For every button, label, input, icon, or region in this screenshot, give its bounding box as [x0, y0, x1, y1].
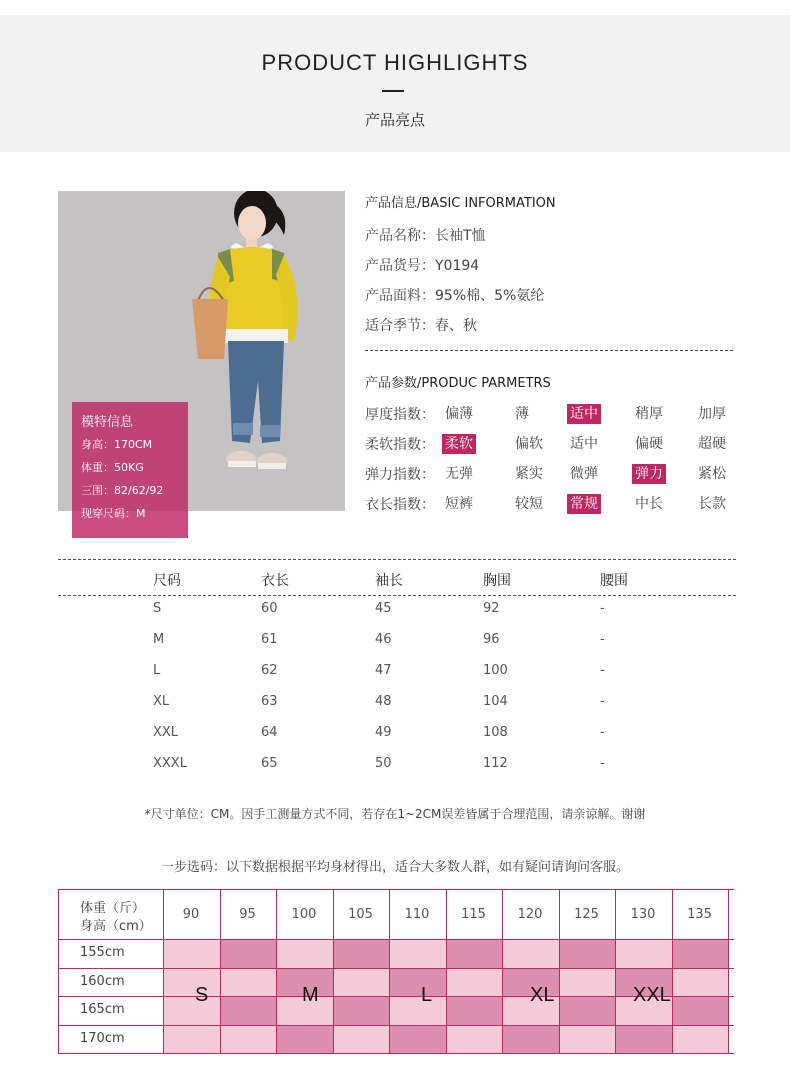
title-divider [382, 90, 404, 92]
param-option-selected: 柔软 [442, 434, 476, 454]
grid-cell [446, 968, 503, 997]
grid-height: 155cm [80, 945, 125, 960]
table-cell: - [600, 663, 605, 678]
grid-weight: 100 [291, 907, 317, 922]
table-cell: M [153, 632, 165, 647]
col-header-chest: 胸围 [483, 573, 511, 589]
param-option: 超硬 [698, 436, 726, 452]
param-row [365, 459, 745, 489]
table-cell: 100 [483, 663, 508, 678]
grid-vline [446, 889, 447, 1053]
grid-hline [58, 968, 734, 969]
grid-weight: 130 [630, 907, 656, 922]
grid-vline [58, 889, 59, 1053]
table-cell: 49 [375, 725, 392, 740]
product-fabric: 产品面料：95%棉、5%氨纶 [365, 288, 545, 304]
col-header-sleeve: 袖长 [375, 573, 403, 589]
grid-cell [559, 996, 616, 1025]
info-divider [365, 350, 733, 351]
table-cell: 63 [261, 694, 278, 709]
grid-vline [502, 889, 503, 1053]
param-option: 较短 [515, 496, 543, 512]
param-option: 中长 [635, 496, 663, 512]
table-cell: XL [153, 694, 170, 709]
grid-weight: 135 [687, 907, 712, 922]
grid-cell [389, 968, 446, 997]
col-header-length: 衣长 [261, 573, 289, 589]
section-header [0, 15, 790, 152]
grid-cell [446, 939, 503, 968]
table-cell: 50 [375, 756, 392, 771]
table-cell: - [600, 756, 605, 771]
size-guide-note: 一步选码：以下数据根据平均身材得出，适合大多数人群，如有疑问请询问客服。 [160, 860, 629, 875]
grid-weight: 115 [461, 907, 486, 922]
grid-height: 170cm [80, 1030, 125, 1046]
param-option-selected: 常规 [567, 494, 601, 514]
grid-weight: 90 [182, 907, 200, 922]
table-cell: - [600, 632, 605, 647]
model-info-card [72, 402, 188, 538]
param-option-selected: 弹力 [632, 464, 666, 484]
grid-cell [333, 939, 390, 968]
product-season: 适合季节：春、秋 [365, 318, 477, 334]
grid-weight: 105 [348, 907, 373, 922]
grid-hline [58, 889, 734, 890]
grid-cell [389, 1025, 446, 1054]
table-cell: 112 [483, 756, 508, 771]
grid-header-height: 身高（cm） [80, 919, 152, 934]
grid-vline [559, 889, 560, 1053]
basic-info-title: 产品信息/BASIC INFORMATION [365, 196, 556, 211]
product-params [365, 372, 745, 519]
grid-cell [163, 968, 220, 997]
grid-hline [58, 1053, 734, 1054]
grid-vline [615, 889, 616, 1053]
grid-height: 165cm [80, 1002, 125, 1017]
grid-vline [728, 889, 729, 1053]
param-label: 弹力指数： [365, 467, 435, 483]
grid-vline [276, 889, 277, 1053]
grid-vline [163, 889, 164, 1053]
grid-size-label: XXL [633, 984, 671, 1006]
table-cell: 62 [261, 663, 278, 678]
param-option: 无弹 [445, 466, 473, 482]
grid-cell [672, 939, 729, 968]
model-weight: 体重：50KG [81, 461, 144, 474]
grid-hline [58, 1025, 734, 1026]
param-option: 紧实 [515, 466, 543, 482]
grid-size-label: M [302, 984, 319, 1006]
table-cell: 92 [483, 601, 500, 616]
table-cell: - [600, 601, 605, 616]
grid-cell [333, 1025, 390, 1054]
param-option: 偏薄 [445, 406, 473, 422]
model-measurements: 三围：82/62/92 [81, 484, 164, 497]
grid-cell [276, 939, 333, 968]
param-row [365, 399, 745, 429]
grid-height: 160cm [80, 973, 125, 989]
table-cell: XXXL [153, 756, 187, 771]
param-option: 紧松 [698, 466, 726, 482]
grid-hline [58, 939, 734, 940]
grid-cell [333, 996, 390, 1025]
grid-cell [559, 968, 616, 997]
col-header-size: 尺码 [153, 573, 181, 589]
grid-cell [220, 939, 277, 968]
grid-cell [615, 939, 672, 968]
grid-cell [389, 996, 446, 1025]
table-cell: - [600, 725, 605, 740]
grid-cell [559, 939, 616, 968]
grid-header-weight: 体重（斤） [80, 901, 146, 916]
grid-vline [672, 889, 673, 1053]
grid-cell [502, 1025, 559, 1054]
grid-vline [333, 889, 334, 1053]
table-cell: 46 [375, 632, 392, 647]
table-cell: 60 [261, 601, 278, 616]
table-cell: 96 [483, 632, 500, 647]
grid-size-label: XL [530, 984, 555, 1006]
grid-cell [672, 996, 729, 1025]
param-option-selected: 适中 [567, 404, 601, 424]
model-size: 现穿尺码：M [81, 507, 146, 520]
grid-cell [446, 996, 503, 1025]
param-option: 加厚 [698, 406, 726, 422]
page-title: PRODUCT HIGHLIGHTS [261, 50, 529, 75]
table-cell: 48 [375, 694, 392, 709]
param-label: 柔软指数： [365, 437, 435, 453]
grid-cell [163, 1025, 220, 1054]
param-option: 长款 [698, 496, 726, 512]
grid-cell [502, 939, 559, 968]
grid-cell [220, 968, 277, 997]
param-option: 短裤 [445, 496, 473, 512]
table-cell: 108 [483, 725, 508, 740]
table-cell: 47 [375, 663, 392, 678]
grid-cell [389, 939, 446, 968]
measurement-note: *尺寸单位：CM。因手工测量方式不同，若存在1~2CM误差皆属于合理范围，请亲谅解。谢谢 [144, 807, 646, 821]
grid-weight: 120 [517, 907, 543, 922]
param-label: 厚度指数： [365, 407, 435, 423]
param-row [365, 429, 745, 459]
grid-weight: 125 [574, 907, 599, 922]
table-cell: 61 [261, 632, 278, 647]
params-title: 产品参数/PRODUC PARMETRS [365, 376, 551, 391]
param-option: 偏软 [515, 436, 543, 452]
grid-cell [559, 1025, 616, 1054]
grid-cell [276, 1025, 333, 1054]
grid-size-label: S [195, 984, 209, 1006]
table-cell: 45 [375, 601, 392, 616]
basic-info [365, 192, 735, 341]
table-cell: S [153, 601, 162, 616]
model-height: 身高：170CM [81, 438, 153, 451]
grid-cell [615, 1025, 672, 1054]
table-header-line [58, 595, 736, 596]
grid-weight: 95 [239, 907, 256, 922]
product-name: 产品名称：长袖T恤 [365, 228, 486, 244]
param-row [365, 489, 745, 519]
grid-cell [163, 939, 220, 968]
grid-cell [220, 996, 277, 1025]
param-option: 稍厚 [635, 406, 663, 422]
grid-weight: 110 [404, 907, 430, 922]
product-sku: 产品货号：Y0194 [365, 258, 480, 274]
col-header-waist: 腰围 [600, 573, 628, 589]
param-label: 衣长指数： [365, 497, 435, 513]
table-cell: - [600, 694, 605, 709]
model-info-title: 模特信息 [81, 415, 134, 430]
grid-cell [163, 996, 220, 1025]
grid-cell [333, 968, 390, 997]
grid-cell [672, 1025, 729, 1054]
table-cell: L [153, 663, 161, 678]
table-cell: XXL [153, 725, 179, 740]
table-top-line [58, 559, 736, 560]
table-cell: 64 [261, 725, 278, 740]
table-cell: 104 [483, 694, 508, 709]
grid-size-label: L [421, 984, 433, 1006]
grid-vline [220, 889, 221, 1053]
page-subtitle: 产品亮点 [364, 111, 425, 129]
grid-vline [389, 889, 390, 1053]
param-option: 微弹 [570, 466, 598, 482]
grid-cell [672, 968, 729, 997]
param-option: 薄 [515, 406, 529, 422]
param-option: 适中 [570, 436, 598, 452]
table-cell: 65 [261, 756, 278, 771]
param-option: 偏硬 [635, 436, 663, 452]
grid-cell [220, 1025, 277, 1054]
grid-cell [446, 1025, 503, 1054]
